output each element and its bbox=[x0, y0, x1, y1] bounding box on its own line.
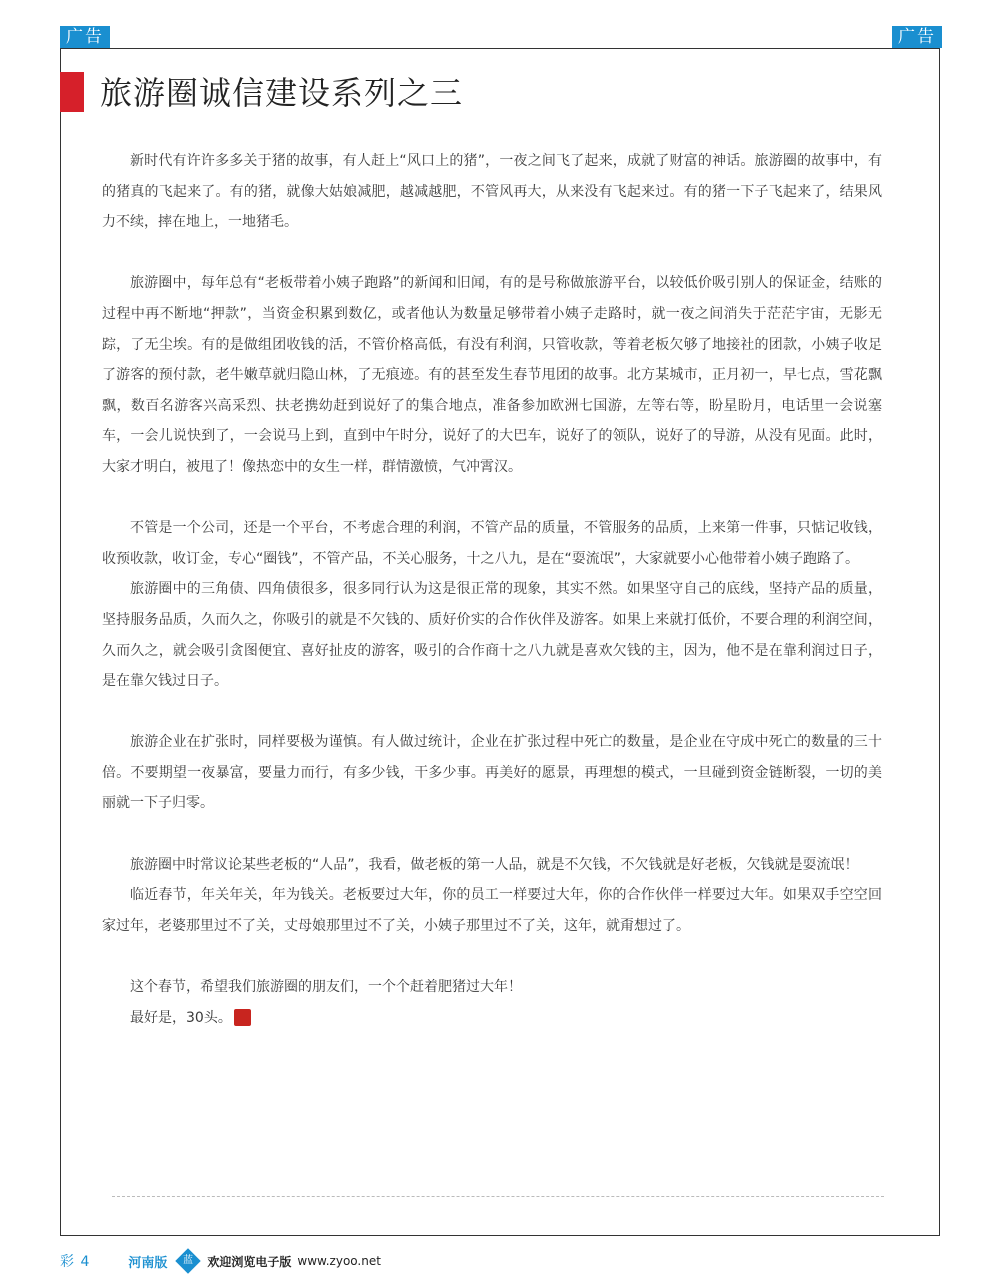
paragraph: 旅游圈中的三角债、四角债很多，很多同行认为这是很正常的现象，其实不然。如果坚守自己的底线，坚持产品的质量，坚持服务品质，久而久之，你吸引的就是不欠钱的、质好价实的合作伙伴及游客。如果上来就打低价，不要合理的利润空间，久而久之，就会吸引贪图便宜、喜好扯皮的游客，吸引的合作商十之八九就是喜欢欠钱的主，因为，他不是在靠利润过日子，是在靠欠钱过日子。 bbox=[102, 581, 882, 690]
ad-label-right: 广告 bbox=[892, 26, 942, 48]
paragraph: 临近春节，年关年关，年为钱关。老板要过大年，你的员工一样要过大年，你的合作伙伴一样要过大年。如果双手空空回家过年，老婆那里过不了关，丈母娘那里过不了关，小姨子那里过不了关，这年，就甭想过了。 bbox=[102, 887, 882, 934]
ad-label-left: 广告 bbox=[60, 26, 110, 48]
diamond-logo-icon bbox=[176, 1248, 201, 1273]
footer bbox=[60, 1248, 381, 1274]
paragraph: 这个春节，希望我们旅游圈的朋友们，一个个赶着肥猪过大年！ bbox=[130, 979, 522, 996]
closing-text: 最好是，30头。 bbox=[130, 1009, 232, 1026]
page-number: 彩 4 bbox=[60, 1254, 91, 1270]
paragraph: 旅游圈中，每年总有“老板带着小姨子跑路”的新闻和旧闻，有的是号称做旅游平台，以较低价吸引别人的保证金，结账的过程中再不断地“押款”，当资金积累到数亿，或者他认为数量足够带着小姨子走路时，就一夜之间消失于茫茫宇宙，无影无踪，了无尘埃。有的是做组团收钱的活，不管价格高低，有没有利润，只管收款，等着老板欠够了地接社的团款，小姨子收足了游客的预付款，老牛嫩草就归隐山林，了无痕迹。有的甚至发生春节甩团的故事。北方某城市，正月初一，早七点，雪花飘飘，数百名游客兴高采烈、扶老携幼赶到说好了的集合地点，准备参加欧洲七国游，左等右等，盼星盼月，电话里一会说塞车，一会儿说快到了，一会说马上到，直到中午时分，说好了的大巴车，说好了的领队，说好了的导游，从没有见面。此时，大家才明白，被甩了！像热恋中的女生一样，群情激愤，气冲霄汉。 bbox=[102, 275, 882, 475]
website-link[interactable]: www.zyoo.net bbox=[297, 1254, 381, 1268]
paragraph: 不管是一个公司，还是一个平台，不考虑合理的利润，不管产品的质量，不管服务的品质，上来第一件事，只惦记收钱，收预收款，收订金，专心“圈钱”，不管产品，不关心服务，十之八九，是在“耍流氓”，大家就要小心他带着小姨子跑路了。 bbox=[102, 520, 882, 567]
paragraph: 旅游企业在扩张时，同样要极为谨慎。有人做过统计，企业在扩张过程中死亡的数量，是企业在守成中死亡的数量的三十倍。不要期望一夜暴富，要量力而行，有多少钱，干多少事。再美好的愿景，再理想的模式，一旦碰到资金链断裂，一切的美丽就一下子归零。 bbox=[102, 734, 882, 812]
welcome-text: 欢迎浏览电子版 bbox=[207, 1254, 292, 1269]
edition-label: 河南版 bbox=[128, 1255, 168, 1271]
dashed-divider bbox=[112, 1196, 884, 1197]
diamond-logo-text: 蓝 bbox=[183, 1255, 194, 1266]
title-accent-bar bbox=[60, 72, 84, 112]
paragraph: 旅游圈中时常议论某些老板的“人品”，我看，做老板的第一人品，就是不欠钱，不欠钱就是好老板，欠钱就是耍流氓！ bbox=[130, 856, 859, 873]
paragraph: 新时代有许许多多关于猪的故事，有人赶上“风口上的猪”，一夜之间飞了起来，成就了财富的神话。旅游圈的故事中，有的猪真的飞起来了。有的猪，就像大姑娘减肥，越减越肥，不管风再大，从来没有飞起来过。有的猪一下子飞起来了，结果风力不续，摔在地上，一地猪毛。 bbox=[102, 153, 882, 231]
page-title: 旅游圈诚信建设系列之三 bbox=[100, 74, 464, 112]
seal-icon: 信 bbox=[234, 1009, 251, 1026]
closing-line bbox=[102, 1003, 882, 1034]
article-body bbox=[102, 146, 882, 1033]
